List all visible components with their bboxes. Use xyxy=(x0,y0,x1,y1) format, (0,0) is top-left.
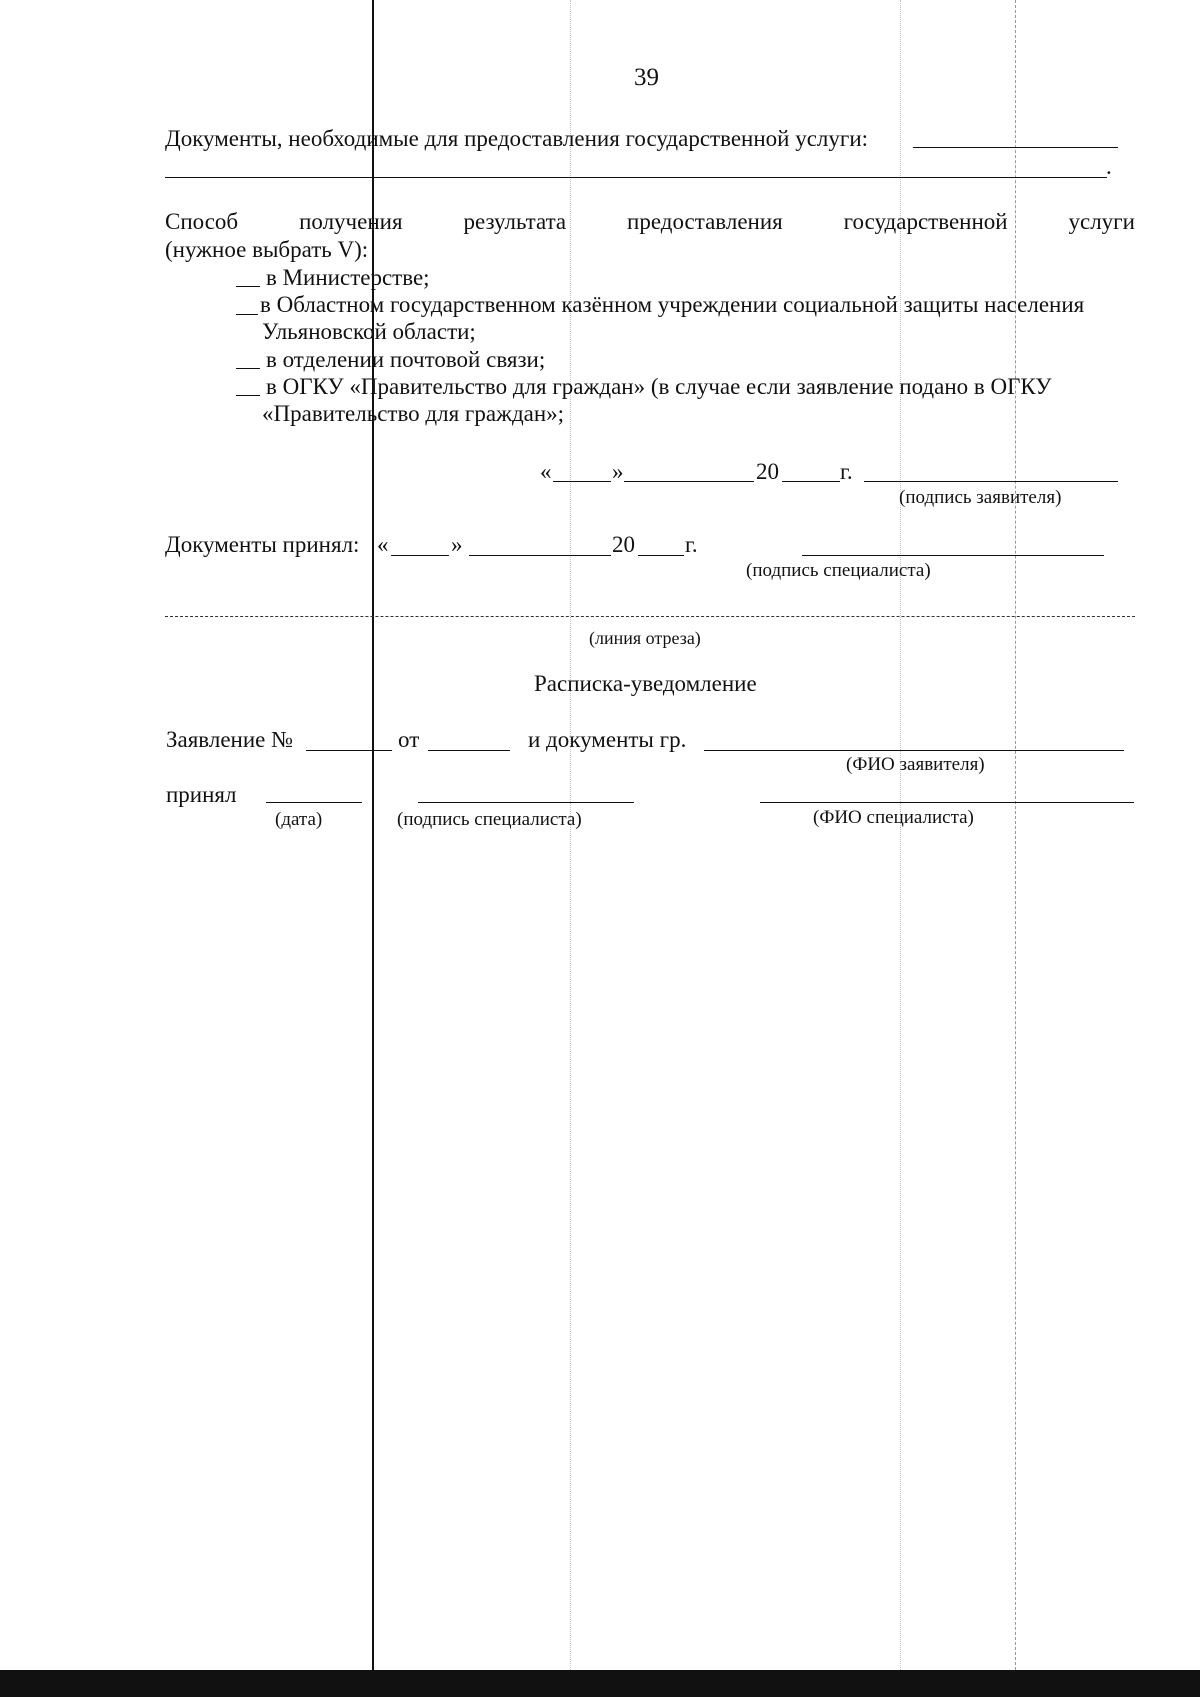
method-word: получения xyxy=(299,209,403,234)
accepted-year-blank[interactable] xyxy=(638,555,684,556)
date-year-blank[interactable] xyxy=(782,481,840,482)
accepted-year-prefix: 20 xyxy=(612,532,635,557)
receipt-title: Расписка-уведомление xyxy=(534,671,757,696)
date-open-quote: « xyxy=(540,459,552,484)
date-year-prefix: 20 xyxy=(756,459,779,484)
option-social-protection: в Областном государственном казённом учреждении социальной защиты населения xyxy=(260,292,1085,317)
cut-line xyxy=(165,616,1135,617)
applicant-signature-blank[interactable] xyxy=(864,481,1118,482)
option-ministry: в Министерстве; xyxy=(266,265,430,290)
option-post-office: в отделении почтовой связи; xyxy=(266,347,546,372)
option-ogku-cont: «Правительство для граждан»; xyxy=(262,401,565,426)
receipt-applicant-name-caption: (ФИО заявителя) xyxy=(846,754,985,775)
applicant-signature-caption: (подпись заявителя) xyxy=(899,487,1062,508)
documents-needed-blank-2[interactable] xyxy=(165,177,1107,178)
scan-line-faint xyxy=(900,0,902,1690)
accepted-day-blank[interactable] xyxy=(391,555,449,556)
option-checkbox-social-protection[interactable] xyxy=(236,314,258,315)
option-checkbox-ogku[interactable] xyxy=(236,395,260,396)
accepted-year-suffix: г. xyxy=(685,532,698,557)
option-checkbox-post-office[interactable] xyxy=(236,368,260,369)
receipt-specialist-signature-blank[interactable] xyxy=(418,802,634,803)
method-word: предоставления xyxy=(627,209,783,234)
option-ogku: в ОГКУ «Правительство для граждан» (в случае если заявление подано в ОГКУ xyxy=(266,374,1052,399)
method-word: услуги xyxy=(1068,209,1135,234)
method-instruction: (нужное выбрать V): xyxy=(165,237,369,262)
documents-needed-label: Документы, необходимые для предоставления государственной услуги: xyxy=(165,126,869,151)
documents-needed-blank-1[interactable] xyxy=(913,147,1118,148)
receipt-date-caption: (дата) xyxy=(275,809,323,830)
receipt-specialist-signature-caption: (подпись специалиста) xyxy=(397,809,582,830)
receipt-from-blank[interactable] xyxy=(428,750,510,751)
cut-line-caption: (линия отреза) xyxy=(589,628,701,648)
accepted-date-close-quote: » xyxy=(451,532,463,557)
specialist-signature-caption: (подпись специалиста) xyxy=(746,560,931,581)
method-word: государственной xyxy=(843,209,1008,234)
accepted-date-open-quote: « xyxy=(377,532,389,557)
scan-bottom-edge xyxy=(0,1670,1200,1697)
documents-needed-period: . xyxy=(1106,154,1112,179)
date-day-blank[interactable] xyxy=(553,481,611,482)
accepted-month-blank[interactable] xyxy=(469,555,611,556)
receipt-application-no-blank[interactable] xyxy=(306,750,392,751)
option-checkbox-ministry[interactable] xyxy=(236,286,260,287)
scan-line-left xyxy=(372,0,374,1697)
receipt-accepted: принял xyxy=(166,782,237,807)
date-year-suffix: г. xyxy=(840,459,853,484)
method-word: Способ xyxy=(165,209,239,234)
accepted-label: Документы принял: xyxy=(165,532,360,557)
receipt-application-no: Заявление № xyxy=(166,727,294,752)
receipt-date-blank[interactable] xyxy=(266,802,362,803)
date-close-quote: » xyxy=(612,459,624,484)
receipt-applicant-name-blank[interactable] xyxy=(704,750,1124,751)
scan-line-right xyxy=(1015,0,1017,1690)
date-month-blank[interactable] xyxy=(624,481,754,482)
receipt-specialist-name-caption: (ФИО специалиста) xyxy=(813,807,974,828)
receipt-specialist-name-blank[interactable] xyxy=(760,802,1134,803)
scan-line-middle xyxy=(570,0,572,1690)
receipt-from: от xyxy=(398,727,420,752)
method-word: результата xyxy=(463,209,567,234)
specialist-signature-blank[interactable] xyxy=(802,555,1104,556)
page-number: 39 xyxy=(634,64,659,91)
receipt-and-documents: и документы гр. xyxy=(528,727,687,752)
method-heading xyxy=(165,208,1135,236)
option-social-protection-cont: Ульяновской области; xyxy=(262,319,476,344)
